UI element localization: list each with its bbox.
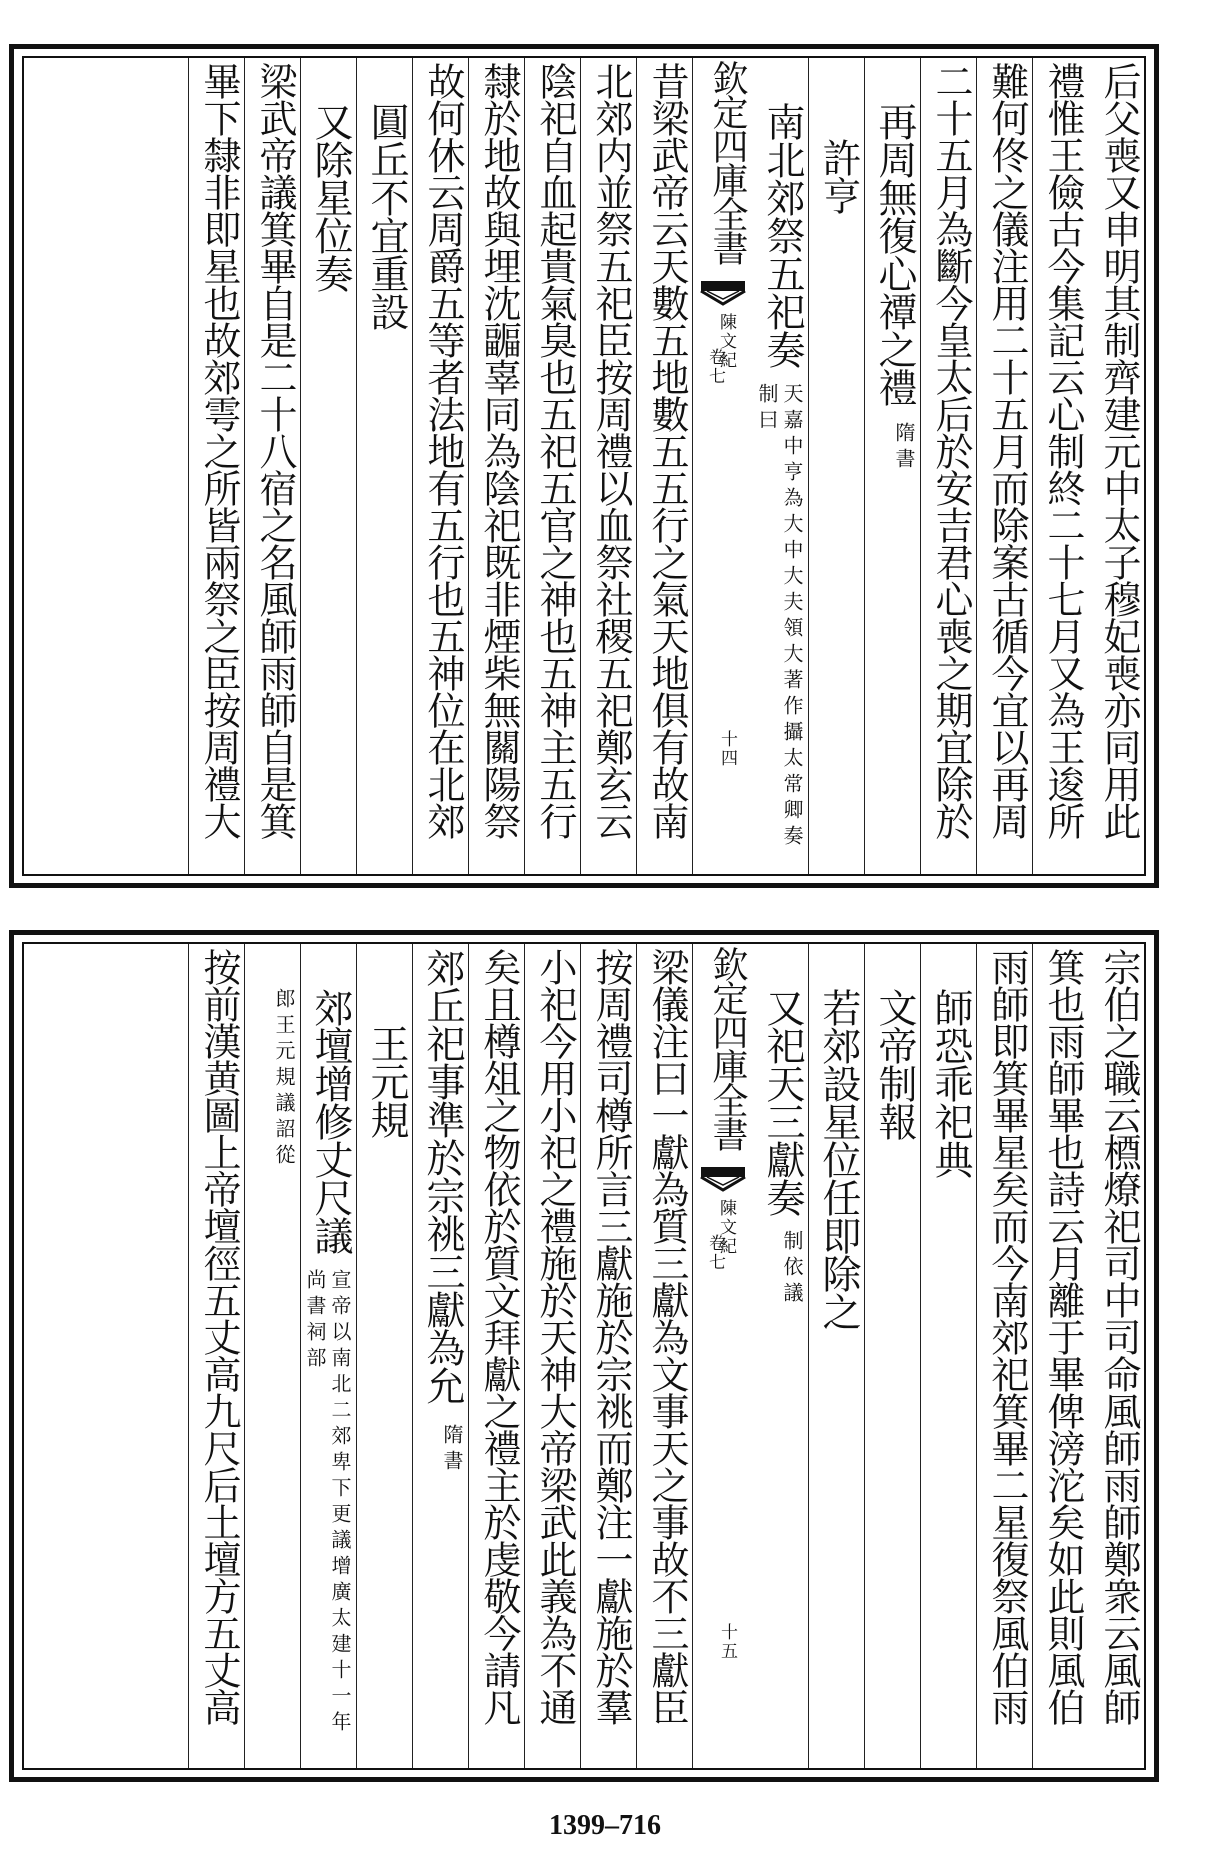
text-column xyxy=(920,58,976,874)
column-text: 郊丘祀事準於宗祧三獻為允 xyxy=(420,948,465,1404)
column-text: 若郊設星位任即除之 xyxy=(816,988,861,1330)
column-text: 許亨 xyxy=(816,138,861,214)
text-column xyxy=(244,58,300,874)
column-text: 梁武帝議箕畢自是二十八宿之名風師雨師自是箕 xyxy=(253,62,297,839)
text-column xyxy=(580,58,636,874)
text-column xyxy=(1088,58,1144,874)
text-column xyxy=(1032,58,1088,874)
column-text: 陰祀自血起貴氣臭也五祀五官之神也五神主五行 xyxy=(533,62,577,839)
column-text: 再周無復心禫之禮 xyxy=(872,102,917,406)
column-text: 矣且樽俎之物依於質文拜獻之禮主於虔敬今請凡 xyxy=(477,948,521,1725)
column-text: 雨師即箕畢星矣而今南郊祀箕畢二星復祭風伯雨 xyxy=(985,948,1029,1725)
text-column xyxy=(524,58,580,874)
column-text: 難何佟之儀注用二十五月而除案古循今宜以再周 xyxy=(985,62,1029,839)
column-text: 按前漢黄圖上帝壇徑五丈高九尺后土壇方五丈高 xyxy=(197,948,241,1725)
column-text: 二十五月為斷今皇太后於安吉君心喪之期宜除於 xyxy=(929,62,973,839)
text-column xyxy=(976,944,1032,1768)
top-spine xyxy=(692,58,753,874)
text-column xyxy=(300,944,356,1768)
text-column xyxy=(1032,944,1088,1768)
text-column xyxy=(188,944,244,1768)
fish-tail-ornament-icon xyxy=(699,280,747,306)
text-column xyxy=(636,58,692,874)
bottom-page-text-area xyxy=(22,942,1146,1770)
column-commentary-note: 制依議 xyxy=(780,1230,804,1308)
column-text: 隸於地故與埋沈疈辜同為陰祀既非煙柴無關陽祭 xyxy=(477,62,521,839)
top-page-frame xyxy=(9,44,1159,888)
text-column xyxy=(300,58,356,874)
text-column xyxy=(864,944,920,1768)
text-column xyxy=(468,944,524,1768)
text-column xyxy=(412,944,468,1768)
column-text: 南北郊祭五祀奏 xyxy=(760,102,805,368)
column-text: 箕也雨師畢也詩云月離于畢俾滂沱矣如此則風伯 xyxy=(1041,948,1085,1725)
text-column xyxy=(468,58,524,874)
text-column xyxy=(752,944,808,1768)
text-column xyxy=(808,944,864,1768)
text-column xyxy=(864,58,920,874)
column-commentary-note: 天嘉中亨為大中大夫領大著作攝太常卿奏制曰 xyxy=(755,383,804,851)
text-column xyxy=(412,58,468,874)
text-column xyxy=(920,944,976,1768)
column-text: 昔梁武帝云天數五地數五五行之氣天地俱有故南 xyxy=(645,62,689,839)
text-column xyxy=(752,58,808,874)
text-column xyxy=(188,58,244,874)
spine-folio-number: 十五 xyxy=(717,1623,737,1661)
column-text: 故何休云周爵五等者法地有五行也五神位在北郊 xyxy=(421,62,465,839)
spine-volume: 卷七 xyxy=(705,348,725,386)
spine-title: 欽定四庫全書 xyxy=(707,946,748,1150)
column-commentary-note: 宣帝以南北二郊卑下更議增廣太建十一年尚書祠部 xyxy=(303,1269,352,1737)
top-page-text-area xyxy=(22,56,1146,876)
column-commentary-note: 隋書 xyxy=(892,422,916,474)
column-text: 畢下隸非即星也故郊雩之所皆兩祭之臣按周禮大 xyxy=(197,62,241,839)
text-column xyxy=(976,58,1032,874)
column-text: 文帝制報 xyxy=(872,988,917,1140)
column-commentary-note: 隋書 xyxy=(440,1424,464,1476)
text-column xyxy=(580,944,636,1768)
column-text: 王元規 xyxy=(364,1024,409,1138)
text-column xyxy=(636,944,692,1768)
column-text: 宗伯之職云槱燎祀司中司命風師雨師鄭衆云風師 xyxy=(1097,948,1141,1725)
text-column xyxy=(1088,944,1144,1768)
column-text: 郊壇增修丈尺議 xyxy=(308,988,353,1254)
spine-title: 欽定四庫全書 xyxy=(707,60,748,264)
text-column xyxy=(524,944,580,1768)
column-text: 圓丘不宜重設 xyxy=(364,102,409,330)
column-text: 按周禮司樽所言三獻施於宗祧而鄭注一獻施於羣 xyxy=(589,948,633,1725)
text-column xyxy=(808,58,864,874)
column-text: 禮惟王儉古今集記云心制終二十七月又為王逡所 xyxy=(1041,62,1085,839)
bottom-spine xyxy=(692,944,753,1768)
spine-volume: 卷七 xyxy=(705,1234,725,1272)
fish-tail-ornament-icon xyxy=(699,1166,747,1192)
column-text: 又除星位奏 xyxy=(308,102,353,292)
text-column xyxy=(244,944,300,1768)
spine-book-title: 陳文紀 xyxy=(716,1199,736,1256)
column-text: 又祀天三獻奏 xyxy=(760,988,805,1216)
column-text: 北郊内並祭五祀臣按周禮以血祭社稷五祀鄭玄云 xyxy=(589,62,633,839)
text-column xyxy=(356,58,412,874)
spine-folio-number: 十四 xyxy=(717,730,737,768)
column-text: 梁儀注曰一獻為質三獻為文事天之事故不三獻臣 xyxy=(645,948,689,1725)
text-column xyxy=(356,944,412,1768)
page-number: 1399–716 xyxy=(549,1810,661,1841)
column-commentary-note: 郎王元規議詔從 xyxy=(272,988,296,1170)
spine-book-title: 陳文紀 xyxy=(716,313,736,370)
column-text: 后父喪又申明其制齊建元中太子穆妃喪亦同用此 xyxy=(1097,62,1141,839)
column-text: 師恐乖祀典 xyxy=(928,988,973,1178)
column-text: 小祀今用小祀之禮施於天神大帝梁武此義為不通 xyxy=(533,948,577,1725)
bottom-page-frame xyxy=(9,930,1159,1782)
